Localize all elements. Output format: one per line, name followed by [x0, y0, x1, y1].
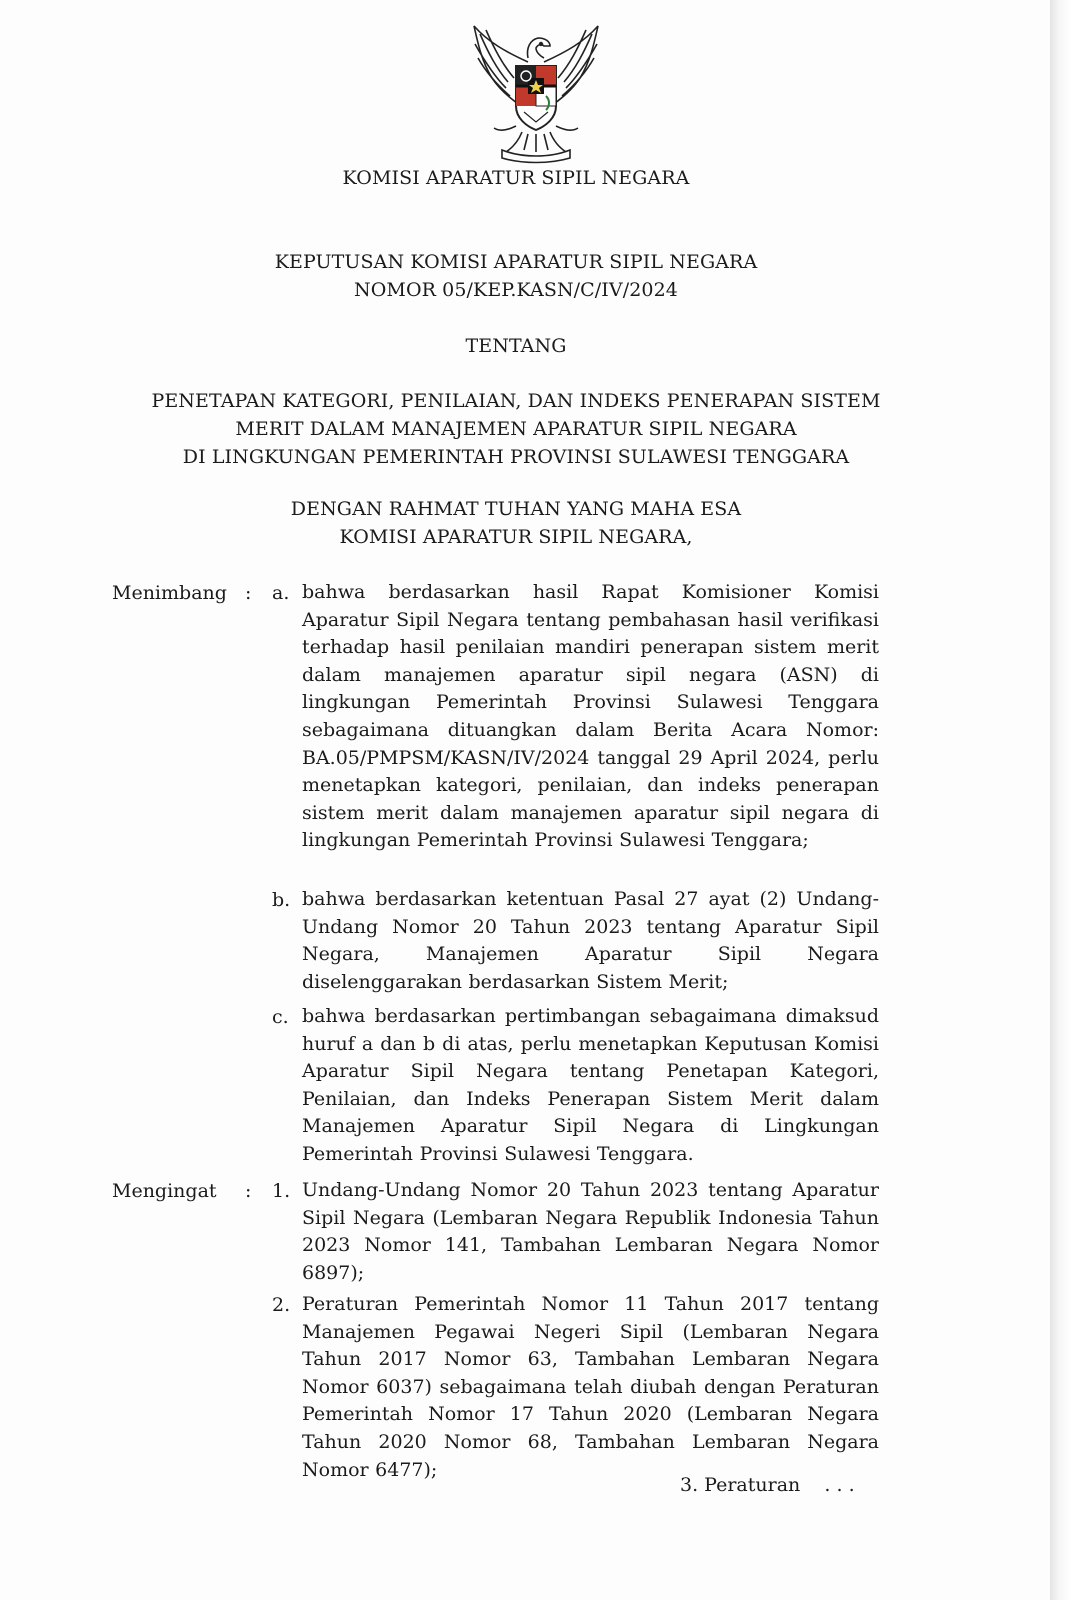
item-marker: 2.: [272, 1294, 291, 1316]
institution-heading: KOMISI APARATUR SIPIL NEGARA: [342, 167, 690, 189]
menimbang-label: Menimbang: [112, 582, 227, 604]
mengingat-label: Mengingat: [112, 1180, 217, 1202]
mengingat-item-2: Peraturan Pemerintah Nomor 11 Tahun 2017 tentang Manajemen Pegawai Negeri Sipil (Lembaran Negara Tahun 2017 Nomor 63, Tambahan Lembaran Negara Nomor 6037) sebagaimana telah diubah dengan Peraturan Pemerintah Nomor 17 Tahun 2020 (Lembaran Negara Tahun 2020 Nomor 68, Tambahan Lembaran Negara Nomor 6477);: [302, 1293, 879, 1481]
mengingat-colon: :: [245, 1180, 252, 1202]
mengingat-item-1: Undang-Undang Nomor 20 Tahun 2023 tentang Aparatur Sipil Negara (Lembaran Negara Republik Indonesia Tahun 2023 Nomor 141, Tambahan Lembaran Negara Nomor 6897);: [302, 1179, 879, 1284]
blessing-line-1: DENGAN RAHMAT TUHAN YANG MAHA ESA: [290, 498, 742, 520]
menimbang-colon: :: [245, 582, 252, 604]
decree-number: NOMOR 05/KEP.KASN/C/IV/2024: [353, 279, 678, 301]
about-heading: TENTANG: [465, 335, 567, 357]
item-marker: a.: [272, 582, 290, 604]
subject-line-2: MERIT DALAM MANAJEMEN APARATUR SIPIL NEGARA: [235, 418, 797, 440]
blessing-line-2: KOMISI APARATUR SIPIL NEGARA,: [339, 526, 693, 548]
item-marker: 1.: [272, 1180, 291, 1202]
menimbang-item-c: bahwa berdasarkan pertimbangan sebagaimana dimaksud huruf a dan b di atas, perlu menetapkan Keputusan Komisi Aparatur Sipil Negara tentang Penetapan Kategori, Penilaian, dan Indeks Penerapan Sistem Merit dalam Manajemen Aparatur Sipil Negara di Lingkungan Pemerintah Provinsi Sulawesi Tenggara.: [302, 1005, 879, 1165]
subject-line-3: DI LINGKUNGAN PEMERINTAH PROVINSI SULAWESI TENGGARA: [182, 446, 850, 468]
decree-title: KEPUTUSAN KOMISI APARATUR SIPIL NEGARA: [274, 251, 758, 273]
menimbang-item-b: bahwa berdasarkan ketentuan Pasal 27 ayat (2) Undang-Undang Nomor 20 Tahun 2023 tentang Aparatur Sipil Negara, Manajemen Aparatur Sipil Negara diselenggarakan berdasarkan Sistem Merit;: [302, 888, 879, 993]
garuda-pancasila-emblem: [466, 22, 606, 164]
subject-line-1: PENETAPAN KATEGORI, PENILAIAN, DAN INDEKS PENERAPAN SISTEM: [151, 390, 881, 412]
item-marker: c.: [272, 1006, 289, 1028]
page-continuation: 3. Peraturan . . .: [680, 1474, 855, 1496]
page-edge-shadow: [1050, 0, 1072, 1600]
item-marker: b.: [272, 889, 291, 911]
menimbang-item-a: bahwa berdasarkan hasil Rapat Komisioner Komisi Aparatur Sipil Negara tentang pembahasan hasil verifikasi terhadap hasil penilaian mandiri penerapan sistem merit dalam manajemen aparatur sipil negara (ASN) di lingkungan Pemerintah Provinsi Sulawesi Tenggara sebagaimana dituangkan dalam Berita Acara Nomor: BA.05/PMPSM/KASN/IV/2024 tanggal 29 April 2024, perlu menetapkan kategori, penilaian, dan indeks penerapan sistem merit dalam manajemen aparatur sipil negara di lingkungan Pemerintah Provinsi Sulawesi Tenggara;: [302, 581, 879, 852]
